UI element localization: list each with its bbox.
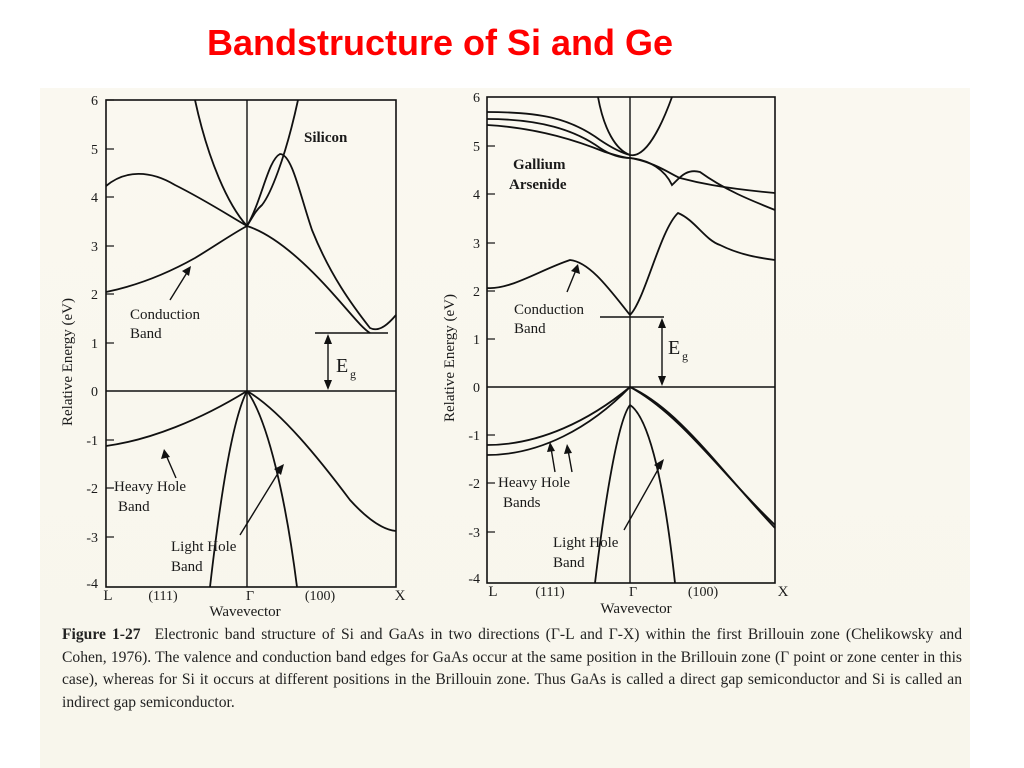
silicon-ytick-2: 2 — [91, 288, 98, 303]
gaas-ytick-5: 5 — [473, 140, 480, 155]
gaas-ytick-1: 1 — [473, 333, 480, 348]
silicon-gap-label: E — [336, 355, 349, 377]
silicon-conduction-label-1: Conduction — [130, 307, 200, 323]
silicon-band-upper-X — [247, 154, 396, 329]
gaas-light-hole-label-2: Band — [553, 555, 585, 571]
silicon-heavy-hole-X — [247, 391, 396, 531]
silicon-x-axis-label: Wavevector — [209, 604, 281, 620]
silicon-material-label: Silicon — [304, 130, 348, 146]
gaas-gap-arrow-up — [658, 318, 666, 328]
gaas-ytick-3: 3 — [473, 237, 480, 252]
gaas-heavy-hole-L-1 — [487, 387, 630, 445]
gaas-conduction-label-1: Conduction — [514, 302, 584, 318]
gaas-light-hole-X — [630, 405, 675, 583]
silicon-light-hole-arrow-line — [240, 470, 280, 535]
silicon-light-hole-L — [210, 391, 247, 587]
gaas-ytick-0: 0 — [473, 381, 480, 396]
silicon-xtick-L: L — [103, 588, 113, 604]
gaas-material-label-2: Arsenide — [509, 177, 567, 193]
silicon-ytick-m1: -1 — [86, 434, 98, 449]
slide-title: Bandstructure of Si and Ge — [206, 22, 674, 63]
gaas-gap-arrow-down — [658, 376, 666, 386]
silicon-ytick-m2: -2 — [86, 482, 98, 497]
silicon-heavy-hole-L — [106, 391, 247, 446]
gaas-heavy-hole-arrow-head-2 — [564, 444, 572, 454]
silicon-gap-arrow-down — [324, 380, 332, 390]
gaas-ytick-6: 6 — [473, 91, 480, 106]
gaas-heavy-hole-X-1 — [630, 387, 775, 528]
silicon-conduction-band-L — [106, 226, 247, 292]
gaas-xtick-111: (111) — [535, 585, 565, 600]
silicon-ytick-m4: -4 — [86, 577, 98, 592]
figure-caption — [62, 624, 962, 714]
silicon-xtick-gamma: Γ — [245, 589, 255, 604]
silicon-heavy-hole-arrow-head — [161, 449, 170, 459]
silicon-conduction-arrow-line — [170, 271, 188, 300]
gaas-x-axis-label: Wavevector — [600, 601, 672, 617]
silicon-band-L-steep — [195, 100, 247, 226]
gaas-ytick-4: 4 — [473, 188, 480, 203]
gaas-xtick-100: (100) — [687, 585, 719, 600]
gaas-material-label-1: Gallium — [513, 157, 566, 173]
gaas-gap-subscript: g — [682, 349, 688, 363]
silicon-heavy-hole-label-2: Band — [118, 499, 150, 515]
gaas-conduction-label-2: Band — [514, 321, 546, 337]
gaas-ytick-m3: -3 — [468, 526, 480, 541]
gaas-heavy-hole-X-2 — [630, 387, 775, 525]
gaas-xtick-gamma: Γ — [628, 585, 638, 600]
gaas-conduction-arrow-head — [571, 264, 580, 274]
silicon-panel — [60, 94, 406, 620]
gaas-heavy-hole-arrow-line-1 — [551, 448, 555, 472]
gaas-ytick-m2: -2 — [468, 477, 480, 492]
gaas-ytick-m1: -1 — [468, 429, 480, 444]
figure-caption-label: Figure 1-27 — [62, 626, 141, 643]
silicon-light-hole-X — [247, 391, 297, 587]
silicon-ytick-m3: -3 — [86, 531, 98, 546]
silicon-gap-subscript: g — [350, 367, 356, 381]
silicon-ytick-6: 6 — [91, 94, 98, 109]
gaas-y-axis-label: Relative Energy (eV) — [442, 293, 458, 423]
gaas-panel — [442, 91, 789, 617]
silicon-ytick-3: 3 — [91, 240, 98, 255]
silicon-ytick-5: 5 — [91, 143, 98, 158]
figure-caption-text: Electronic band structure of Si and GaAs in two directions (Γ-L and Γ-X) within the first Brillouin zone (Chelikowsky and Cohen, 1976). The valence and conduction band edges for GaAs occur at the same position in the Brillouin zone (Γ point or zone center in this case), whereas for Si it occurs at different positions in the Brillouin zone. Thus GaAs is called a direct gap semiconductor and Si is called an indirect gap semiconductor. — [62, 626, 962, 711]
silicon-light-hole-label-1: Light Hole — [171, 539, 237, 555]
gaas-heavy-hole-label-2: Bands — [503, 495, 541, 511]
gaas-y-tick-marks — [487, 146, 495, 532]
gaas-xtick-L: L — [488, 584, 498, 600]
silicon-heavy-hole-arrow-line — [166, 455, 176, 478]
gaas-ytick-m4: -4 — [468, 572, 480, 587]
silicon-light-hole-label-2: Band — [171, 559, 203, 575]
silicon-ytick-4: 4 — [91, 191, 98, 206]
silicon-ytick-0: 0 — [91, 385, 98, 400]
silicon-band-L-upper — [106, 174, 247, 226]
silicon-xtick-X: X — [394, 588, 406, 604]
silicon-ytick-1: 1 — [91, 337, 98, 352]
silicon-conduction-band-X — [247, 226, 370, 333]
gaas-heavy-hole-L-2 — [487, 387, 630, 455]
gaas-gap-label: E — [668, 337, 681, 359]
gaas-light-hole-label-1: Light Hole — [553, 535, 619, 551]
gaas-ytick-2: 2 — [473, 285, 480, 300]
silicon-xtick-111: (111) — [148, 589, 178, 604]
silicon-xtick-100: (100) — [304, 589, 336, 604]
gaas-heavy-hole-label-1: Heavy Hole — [498, 475, 571, 491]
silicon-conduction-label-2: Band — [130, 326, 162, 342]
silicon-heavy-hole-label-1: Heavy Hole — [114, 479, 187, 495]
silicon-gap-arrow-up — [324, 334, 332, 344]
gaas-conduction-arrow-line — [567, 270, 576, 292]
gaas-conduction-band-X — [630, 213, 775, 315]
silicon-y-tick-marks — [106, 100, 114, 537]
silicon-y-axis-label: Relative Energy (eV) — [60, 297, 76, 427]
gaas-light-hole-L — [595, 405, 630, 583]
gaas-xtick-X: X — [777, 584, 789, 600]
